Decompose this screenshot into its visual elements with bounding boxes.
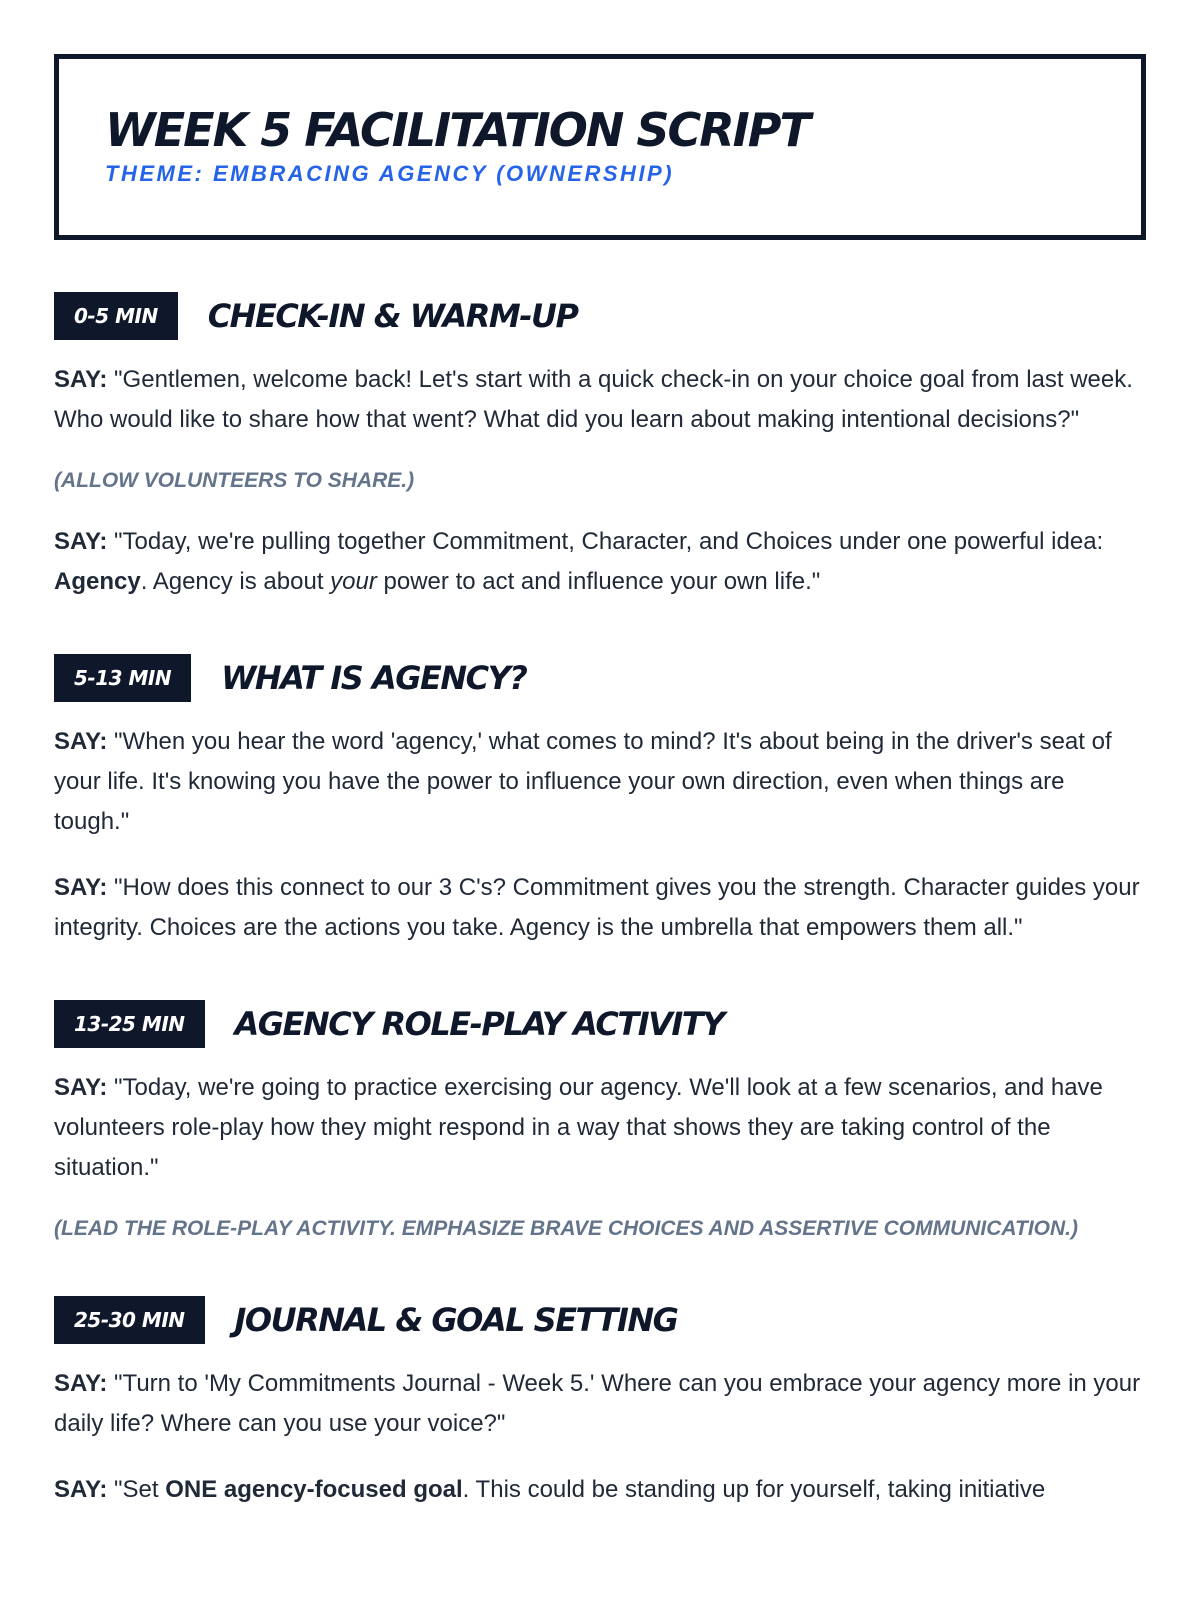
say-text: "Today, we're going to practice exercising our agency. We'll look at a few scenarios, and have volunteers role-play how they might respond in a way that shows they are taking control of the situation." bbox=[54, 1074, 1103, 1181]
facilitator-note: (ALLOW VOLUNTEERS TO SHARE.) bbox=[54, 469, 415, 492]
section-header bbox=[54, 1296, 1146, 1344]
facilitator-note: (LEAD THE ROLE-PLAY ACTIVITY. EMPHASIZE BRAVE CHOICES AND ASSERTIVE COMMUNICATION.) bbox=[54, 1217, 1079, 1240]
say-text: "When you hear the word 'agency,' what comes to mind? It's about being in the driver's seat of your life. It's knowing you have the power to influence your own direction, even when things are tough." bbox=[54, 728, 1112, 835]
facilitation-script-page bbox=[54, 54, 1146, 1510]
say-label: SAY: bbox=[54, 1476, 108, 1503]
section-what-is-agency bbox=[54, 654, 1146, 948]
time-badge: 0-5 MIN bbox=[54, 292, 178, 340]
say-text: "Today, we're pulling together Commitment, Character, and Choices under one powerful idea: bbox=[107, 528, 1104, 555]
section-header bbox=[54, 292, 1146, 340]
time-badge: 5-13 MIN bbox=[54, 654, 191, 702]
say-paragraph bbox=[54, 1364, 1146, 1444]
page-theme: THEME: EMBRACING AGENCY (OWNERSHIP) bbox=[105, 161, 675, 186]
say-label: SAY: bbox=[54, 728, 108, 755]
say-label: SAY: bbox=[54, 874, 108, 901]
say-text: "Set bbox=[107, 1476, 166, 1503]
section-title: WHAT IS AGENCY? bbox=[221, 659, 527, 697]
say-text: . Agency is about bbox=[140, 568, 331, 595]
time-badge: 13-25 MIN bbox=[54, 1000, 205, 1048]
say-text: "Turn to 'My Commitments Journal - Week 5.' Where can you embrace your agency more in your daily life? Where can you use your voice?" bbox=[54, 1370, 1141, 1437]
time-badge: 25-30 MIN bbox=[54, 1296, 205, 1344]
say-paragraph bbox=[54, 722, 1146, 842]
section-title: CHECK-IN & WARM-UP bbox=[207, 297, 578, 335]
say-bold-text: Agency bbox=[54, 568, 141, 595]
say-label: SAY: bbox=[54, 528, 108, 555]
say-text: power to act and influence your own life." bbox=[376, 568, 821, 595]
say-label: SAY: bbox=[54, 1370, 108, 1397]
section-title: AGENCY ROLE-PLAY ACTIVITY bbox=[234, 1005, 724, 1043]
say-text: "How does this connect to our 3 C's? Commitment gives you the strength. Character guides your integrity. Choices are the actions you take. Agency is the umbrella that empowers them all." bbox=[54, 874, 1140, 941]
section-journal bbox=[54, 1296, 1146, 1510]
say-label: SAY: bbox=[54, 1074, 108, 1101]
title-box bbox=[54, 54, 1146, 240]
page-title: WEEK 5 FACILITATION SCRIPT bbox=[105, 103, 809, 157]
section-header bbox=[54, 1000, 1146, 1048]
say-paragraph bbox=[54, 868, 1146, 948]
say-paragraph bbox=[54, 1470, 1146, 1510]
section-check-in bbox=[54, 292, 1146, 602]
say-text: "Gentlemen, welcome back! Let's start with a quick check-in on your choice goal from last week. Who would like to share how that went? What did you learn about making intentional decisions?" bbox=[54, 366, 1133, 433]
say-paragraph bbox=[54, 1068, 1146, 1188]
section-header bbox=[54, 654, 1146, 702]
say-label: SAY: bbox=[54, 366, 108, 393]
say-text: . This could be standing up for yourself, taking initiative bbox=[462, 1476, 1046, 1503]
section-role-play bbox=[54, 1000, 1146, 1244]
say-bold-text: ONE agency-focused goal bbox=[165, 1476, 463, 1503]
say-italic-text: your bbox=[330, 568, 377, 595]
say-paragraph bbox=[54, 360, 1146, 440]
say-paragraph bbox=[54, 522, 1146, 602]
section-title: JOURNAL & GOAL SETTING bbox=[234, 1301, 678, 1339]
